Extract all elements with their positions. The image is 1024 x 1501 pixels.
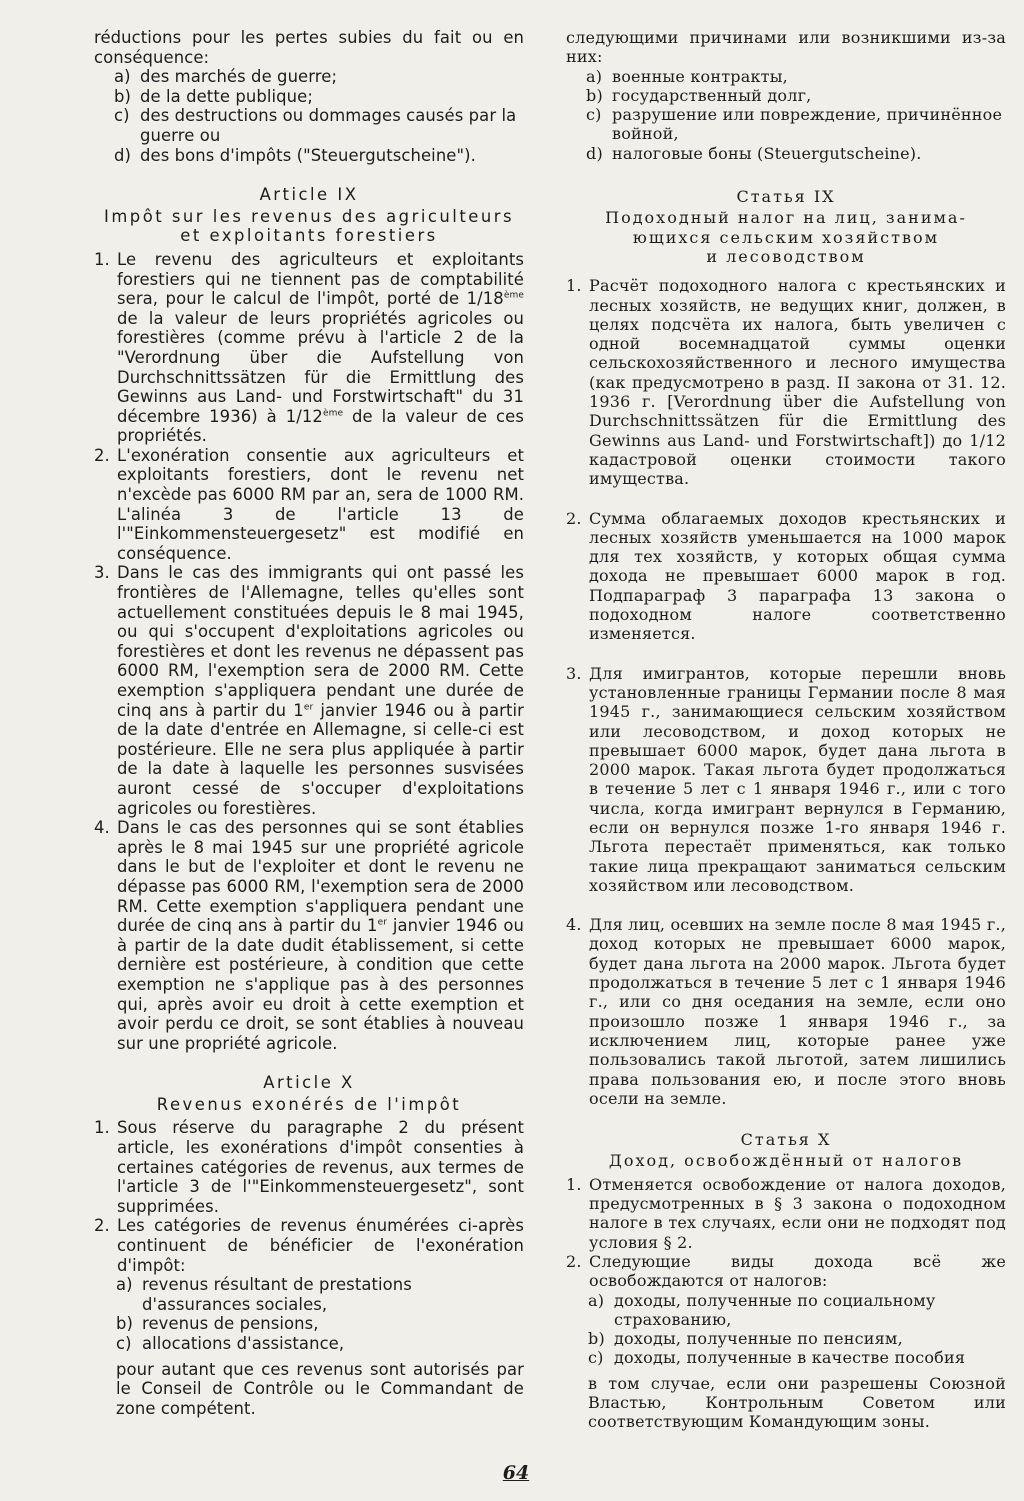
paragraph-item: 4. Dans le cas des personnes qui se sont établies après le 8 mai 1945 sur une propriété agricole dans le but de l'exploiter et dont le revenu ne dépasse pas 6000 RM, l'exemption sera de 2000 RM. Cette exemption s'appliquera pendant une durée de cinq ans à partir du 1er janvier 1946 ou à partir de la date dudit établissement, si cette dernière est postérieure, à condition que cette exemption ne s'applique pas à des personnes qui, après avoir eu droit à cette exemption et avoir perdu ce droit, se sont établies à nouveau sur une propriété agricole. (94, 818, 524, 1053)
list-item: b) de la dette publique; (114, 86, 313, 106)
list-item: a) revenus résultant de prestations d'assurances sociales, (116, 1275, 412, 1314)
closing-text: pour autant que ces revenus sont autorisés par le Conseil de Contrôle ou le Commandant de zone compétent. (116, 1359, 524, 1418)
article-title: Доход, освобождённый от налогов (608, 1151, 964, 1171)
list-item: a) доходы, полученные по социальному страхованию, (588, 1290, 936, 1329)
article-title: и лесоводством (706, 246, 866, 266)
paragraph-item: 2. L'exonération consentie aux agriculteurs et exploitants forestiers, dont le revenu net n'excède pas 6000 RM par an, sera de 1000 RM. L'alinéa 3 de l'article 13 de l'"Einkommensteuergesetz" est modifié en conséquence. (94, 445, 524, 563)
list-item: d) des bons d'impôts ("Steuergutscheine"). (114, 145, 476, 165)
article-title: Revenus exonérés de l'impôt (156, 1094, 462, 1114)
list-item: b) государственный долг, (586, 85, 812, 105)
paragraph-item: 1. Le revenu des agriculteurs et exploitants forestiers qui ne tiennent pas de comptabilité sera, pour le calcul de l'impôt, porté de 1/18ème de la valeur de leurs propriétés agricoles ou forestières (comme prévu à l'article 2 de la "Verordnung über die Aufstellung von Durchschnittssätzen für die Ermittlung des Gewinns aus Land- und Forstwirtschaft" du 31 décembre 1936) à 1/12ème de la valeur de ces propriétés. (94, 249, 524, 446)
paragraph-item: 3. Dans le cas des immigrants qui ont passé les frontières de l'Allemagne, telles qu'elles sont actuellement constituées depuis le 8 mai 1945, ou qui s'occupent d'exploitations agricoles ou forestières et dont les revenus ne dépassent pas 6000 RM, l'exemption sera de 2000 RM. Cette exemption s'appliquera pendant une durée de cinq ans à partir du 1er janvier 1946 ou à partir de la date d'entrée en Allemagne, si celle-ci est postérieure. Elle ne sera plus appliquée à partir de la date à laquelle les personnes susvisées auront cessé de s'occuper d'exploitations agricoles ou forestières. (94, 563, 524, 818)
page-number: 64 (502, 1462, 530, 1484)
article-title: Подоходный налог на лиц, занима- (605, 208, 967, 228)
french-column (94, 28, 524, 1418)
article-heading: Статья IX (736, 187, 836, 207)
list-item: b) доходы, полученные по пенсиям, (588, 1329, 903, 1349)
list-item: b) revenus de pensions, (116, 1314, 319, 1334)
paragraph-item: 3. Для имигрантов, которые перешли вновь установленные границы Германии после 8 мая 1945 г., занимающиеся сельским хозяйством или лесоводством, и доход которых не превышает 6000 марок, будет дана льгота в 2000 марок. Такая льгота будет продолжаться в течение 5 лет с 1 января 1946 г., или с того числа, когда имигрант вернулся в Германию, если он вернулся позже 1-го января 1946 г. Льгота перестаёт применяться, как только такие лица прекращают заниматься сельским хозяйством или лесоводством. (566, 663, 1006, 895)
paragraph-item: 1. Отменяется освобождение от налога доходов, предусмотренных в § 3 закона о подоходном налоге в тех случаях, если они не подходят под условия § 2. (566, 1174, 1006, 1252)
paragraph-item: 1. Расчёт подоходного налога с крестьянских и лесных хозяйств, не ведущих книг, должен, в целях подсчёта их налога, быть увеличен с одной восемнадцатой суммы оценки сельскохозяйственного и лесного имущества (как предусмотрено в разд. II закона от 31. 12. 1936 г. [Verordnung über die Aufstellung von Durchschnittssätzen für die Ermittlung des Gewinns aus Land- und Forstwirtschaft]) до 1/12 кадастровой оценки стоимости такого имущества. (566, 276, 1006, 489)
closing-text: в том случае, если они разрешены Союзной Властью, Контрольным Советом или соответствующим Командующим зоны. (588, 1373, 1006, 1432)
list-item: a) des marchés de guerre; (114, 67, 338, 87)
intro-text: следующими причинами или возникшими из-за них: (566, 28, 1006, 67)
list-item: c) des destructions ou dommages causés par la guerre ou (114, 106, 517, 145)
intro-list (566, 67, 1006, 163)
article-title: ющихся сельским хозяйством (632, 227, 940, 247)
list-item: c) разрушение или повреждение, причинённое войной, (586, 105, 1003, 144)
intro-text: réductions pour les pertes subies du fait ou en conséquence: (94, 28, 524, 67)
list-item: d) налоговые боны (Steuergutscheine). (586, 143, 922, 163)
article-heading: Статья X (740, 1130, 832, 1150)
list-item: a) военные контракты, (586, 66, 788, 86)
article-title: Impôt sur les revenus des agriculteurs et exploitants forestiers (103, 206, 514, 246)
russian-column (566, 28, 1006, 1432)
article-heading: Article X (263, 1073, 355, 1093)
article-heading: Article IX (259, 185, 359, 205)
list-item: c) доходы, полученные в качестве пособия (588, 1348, 966, 1368)
paragraph-item: 2. Сумма облагаемых доходов крестьянских и лесных хозяйств уменьшается на 1000 марок для тех хозяйств, у которых общая сумма дохода не превышает 6000 марок в год. Подпараграф 3 параграфа 13 закона о подоходном налоге соответственно изменяется. (566, 508, 1006, 644)
paragraph-item: 2. Следующие виды дохода всё же освобождаются от налогов: (566, 1251, 1006, 1291)
intro-list (94, 67, 524, 165)
list-item: c) allocations d'assistance, (116, 1334, 345, 1353)
paragraph-item: 1. Sous réserve du paragraphe 2 du présent article, les exonérations d'impôt consenties à certaines catégories de revenus, aux termes de l'article 3 de l'"Einkommensteuergesetz", sont supprimées. (94, 1118, 524, 1216)
paragraph-item: 2. Les catégories de revenus énumérées ci-après continuent de bénéficier de l'exonération d'impôt: (94, 1216, 524, 1275)
paragraph-item: 4. Для лиц, осевших на земле после 8 мая 1945 г., доход которых не превышает 6000 марок, будет дана льгота на 2000 марок. Льгота будет продолжаться в течение 5 лет с 1 января 1946 г., или со дня оседания на земле, если оно произошло позже 1 января 1946 г., за исключением лиц, которые ранее уже пользовались такой льготой, затем лишились права пользования ею, и после этого вновь осели на земле. (566, 915, 1006, 1108)
